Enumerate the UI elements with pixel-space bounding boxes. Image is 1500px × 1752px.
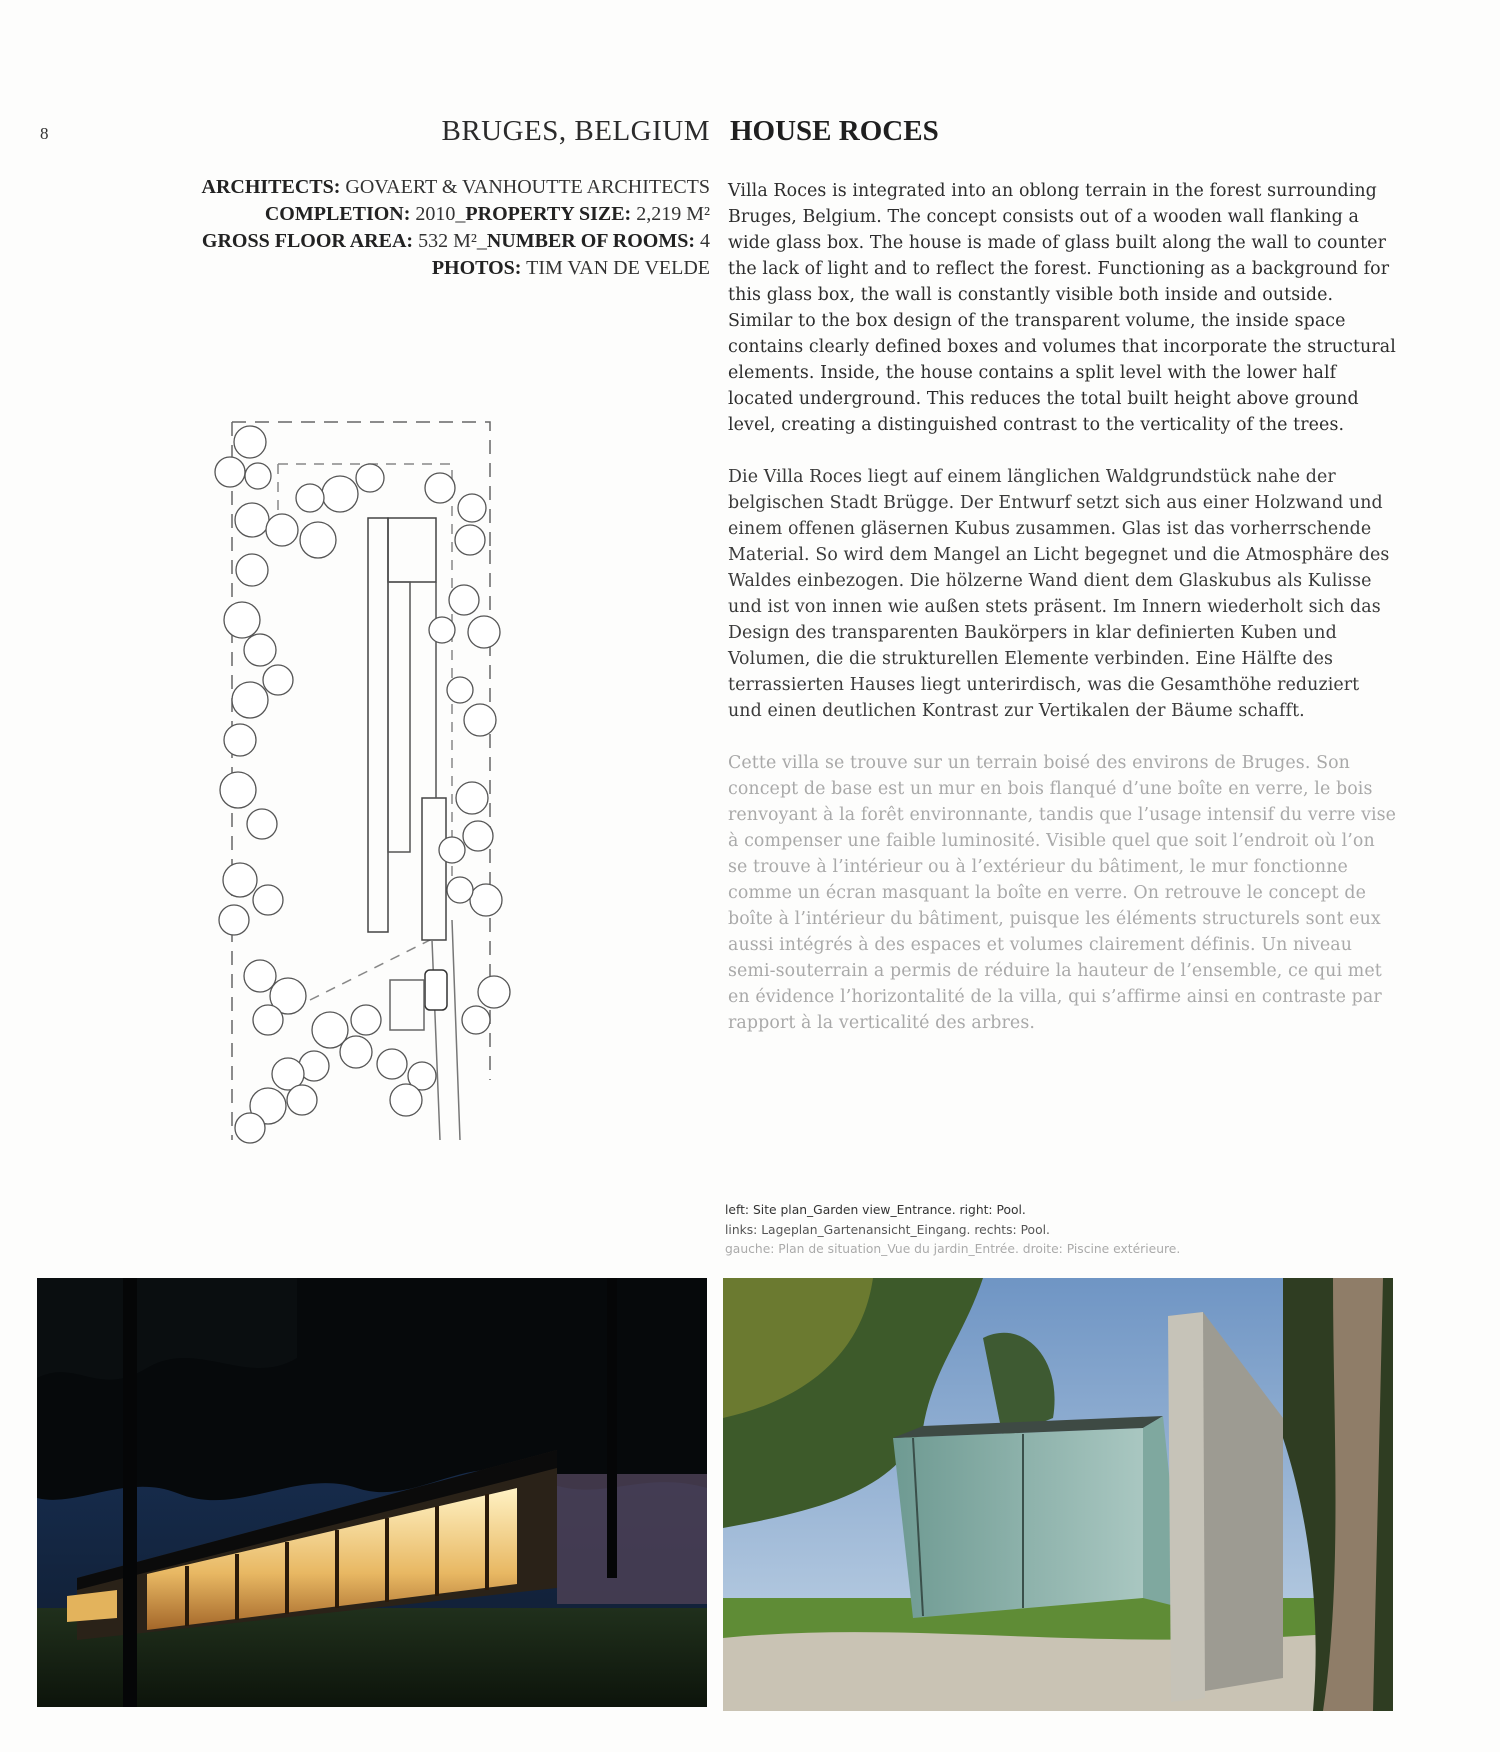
body-text-english: Villa Roces is integrated into an oblong terrain in the forest surrounding Bruges, Belgium. The concept consists out of a wooden wall flanking a wide glass box. The house is made of glass built along the wall to counter the lack of light and to reflect the forest. Functioning as a background for this glass box, the wall is constantly visible both inside and outside. Similar to the box design of the transparent volume, the inside space contains clearly defined boxes and volumes that incorporate the structural elements. Inside, the house contains a split level with the lower half located underground. This reduces the total built height above ground level, creating a distinguished contrast to the verticality of the trees. xyxy=(728,181,1396,435)
body-text-german: Die Villa Roces liegt auf einem länglichen Waldgrundstück nahe der belgischen Stadt Brügge. Der Entwurf setzt sich aus einer Holzwand und einem offenen gläsernen Kubus zusammen. Glas ist das vorherrschende Material. So wird dem Mangel an Licht begegnet und die Atmosphäre des Waldes einbezogen. Die hölzerne Wand dient dem Glaskubus als Kulisse und ist von innen wie außen stets präsent. Im Innern wiederholt sich das Design des transparenten Baukörpers in klar definierten Kuben und Volumen, die die strukturellen Elemente verbinden. Eine Hälfte des terrassierten Hauses liegt unterirdisch, was die Gesamthöhe reduziert und einen deutlichen Kontrast zur Vertikalen der Bäume schafft. xyxy=(728,467,1390,721)
caption-german: links: Lageplan_Gartenansicht_Eingang. rechts: Pool. xyxy=(725,1222,1050,1237)
credits-architects: ARCHITECTS: GOVAERT & VANHOUTTE ARCHITECTS xyxy=(201,176,710,198)
project-title: HOUSE ROCES xyxy=(730,115,939,147)
location-heading: BRUGES, BELGIUM xyxy=(441,115,710,147)
page-number: 8 xyxy=(40,124,49,143)
site-plan-drawing xyxy=(190,380,530,1160)
credits-floor-area: GROSS FLOOR AREA: 532 M²_NUMBER OF ROOMS: 4 xyxy=(201,230,710,252)
photo-garden-view xyxy=(37,1278,707,1707)
credits-photos: PHOTOS: TIM VAN DE VELDE xyxy=(431,257,710,279)
caption-english: left: Site plan_Garden view_Entrance. right: Pool. xyxy=(725,1203,1026,1217)
credits-completion: COMPLETION: 2010_PROPERTY SIZE: 2,219 M² xyxy=(264,203,710,225)
caption-french: gauche: Plan de situation_Vue du jardin_Entrée. droite: Piscine extérieure. xyxy=(725,1242,1181,1256)
body-text-french: Cette villa se trouve sur un terrain boisé des environs de Bruges. Son concept de base est un mur en bois flanqué d’une boîte en verre, le bois renvoyant à la forêt environnante, tandis que l’usage intensif du verre vise à compenser une faible luminosité. Visible quel que soit l’endroit où l’on se trouve à l’intérieur ou à l’extérieur du bâtiment, le mur fonctionne comme un écran masquant la boîte en verre. On retrouve le concept de boîte à l’intérieur du bâtiment, puisque les éléments structurels sont eux aussi intégrés à des espaces et volumes clairement définis. Un niveau semi-souterrain a permis de réduire la hauteur de l’ensemble, ce qui met en évidence l’horizontalité de la villa, qui s’affirme ainsi en contraste par rapport à la verticalité des arbres. xyxy=(728,753,1397,1033)
project-credits xyxy=(150,174,710,282)
photo-captions xyxy=(725,1201,1425,1260)
photo-pool xyxy=(723,1278,1393,1711)
